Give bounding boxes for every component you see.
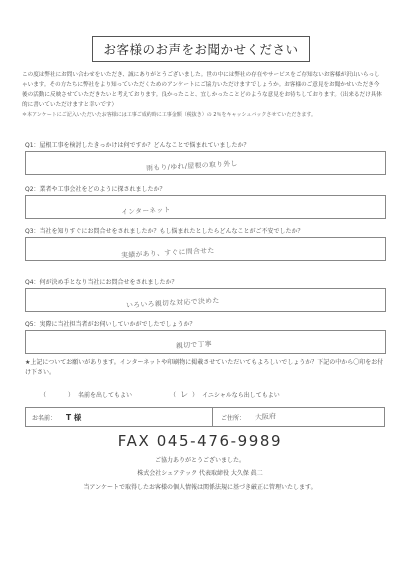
page-title [92,36,310,62]
question-2 [25,184,386,219]
question-4 [25,277,386,312]
customer-info-row [25,407,385,427]
cashback-footnote: ＊本アンケートにご記入いただいたお客様には工事ご成約時に工事金額（税抜き）の 2％をキャッシュバックさせていただきます。 [22,112,316,118]
question-3-label: Q3：当社を知りすぐにお問合せをされましたか？もし悩まれたとしたらどんなことがご不安でしたか？ [25,228,304,235]
option-name-ok-paren-close: ） [68,392,75,399]
option-name-ok[interactable] [40,389,132,400]
question-5-answer: 親切で丁寧 [175,340,213,350]
publication-request: ★上記についてお願いがあります。インターネットや印刷物に掲載させていただいてもよろしいでしょうか？下記の中から〇印をお付け下さい。 [25,359,384,376]
question-3-answer-box[interactable] [25,237,386,261]
question-1-answer: 雨もり/ゆれ/屋根の取り外し [145,159,238,173]
intro-section [22,70,382,120]
publication-options [40,389,280,400]
privacy-notice: 当アンケートで取得したお客様の個人情報は関係法規に基づき厳正に管理いたします。 [83,484,317,491]
option-initial-ok-paren-close: ） [192,392,199,399]
fax-number: FAX 045-476-9989 [117,432,283,450]
question-4-label: Q4：何が決め手となり当社にお問合せをされましたか？ [25,279,178,286]
question-1-label: Q1：屋根工事を検討したきっかけは何ですか？どんなことで悩まれていましたか？ [25,142,250,149]
address-label: ご住所： [221,414,246,422]
address-cell [213,408,384,426]
name-label: お名前： [32,414,57,422]
thanks-text: ご協力ありがとうございました。 [154,457,245,464]
question-2-label: Q2：業者や工事会社をどのように探されましたか？ [25,186,166,193]
question-1 [25,140,386,175]
question-3 [25,226,386,261]
option-initial-ok-label: イニシャルなら出してもよい [202,392,280,399]
question-4-answer-box[interactable] [25,288,386,312]
intro-paragraph: この度は弊社にお問い合わせをいただき、誠にありがとうございました。世の中には弊社の存在やサービスをご存知ないお客様が沢山いらっしゃいます。その方たちに弊社をより知っていただくためのアンケートにご協力いただけますでしょうか。お客様のご意見をお聞かせいただき今後の活動に反映させていただきたいと考えております。良かったこと、宜しかったことどのような意見をお待ちしております。（出来るだけ具体的に書いていただけますと幸いです） [22,72,382,108]
address-value[interactable]: 大阪府 [254,412,277,422]
name-value[interactable]: T 様 [66,412,82,422]
option-name-ok-paren-open: （ [40,392,47,399]
company-text: 株式会社シェアテック 代表取締役 大久保 眞二 [137,470,263,477]
name-cell [26,408,213,426]
option-name-ok-label: 名前を出してもよい [78,392,133,399]
page-title-text: お客様のお声をお聞かせください [103,42,299,57]
question-4-answer: いろいろ親切な対応で決めた [125,296,220,310]
option-initial-ok-checkmark: レ [180,390,189,399]
question-5-label: Q5：実際に当社担当者がお伺いしていかがでしたでしょうか？ [25,321,196,328]
question-2-answer-box[interactable] [25,195,386,219]
question-1-answer-box[interactable] [25,151,386,175]
option-initial-ok[interactable] [170,389,280,400]
question-5 [25,319,386,354]
question-3-answer: 実績があり、すぐに問合せた [120,246,215,260]
question-5-answer-box[interactable] [25,330,386,354]
option-initial-ok-paren-open: （ [170,392,177,399]
question-2-answer: インターネット [120,205,172,217]
